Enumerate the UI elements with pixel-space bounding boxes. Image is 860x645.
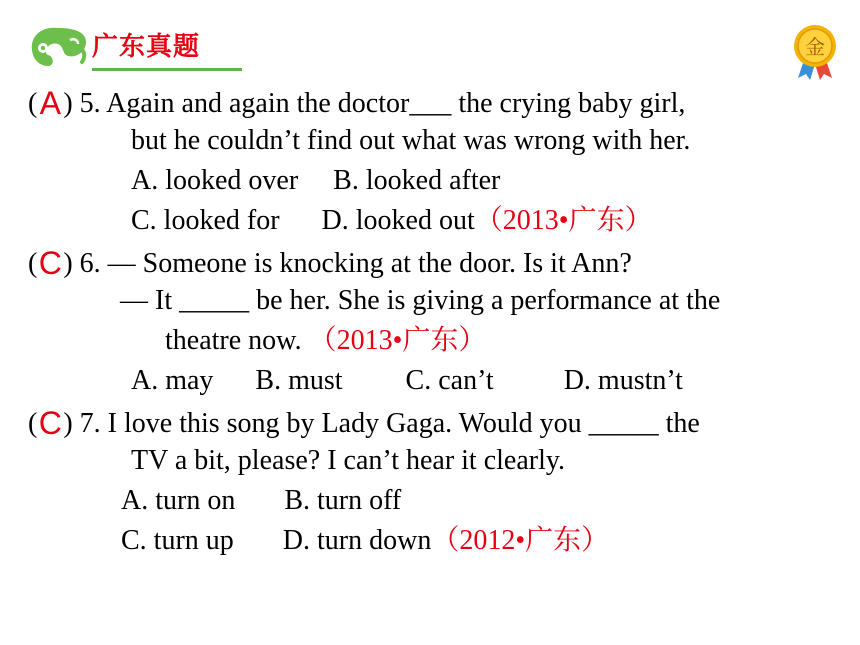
question-7-line-2: TV a bit, please? I can’t hear it clearly. [131, 445, 566, 476]
question-7-line-1: (C) 7. I love this song by Lady Gaga. Would you _____ the [28, 405, 700, 441]
question-6-line-2: — It _____ be her. She is giving a performance at the [120, 285, 721, 316]
question-7-source: （2012•广东） [431, 525, 610, 556]
question-5-options-2: C. looked for D. looked out（2013•广东） [131, 205, 653, 236]
gold-medal-icon [790, 22, 840, 80]
question-6-line-1: (C) 6. — Someone is knocking at the door. Is it Ann? [28, 245, 632, 281]
badge-text: 金 [805, 35, 825, 59]
section-title: 广东真题 [92, 32, 201, 62]
green-elephant-logo-icon [28, 22, 90, 70]
question-5-source: （2013•广东） [474, 205, 653, 236]
answer-7: C [38, 405, 62, 441]
question-5-line-2: but he couldn’t find out what was wrong with her. [131, 125, 691, 156]
question-5-line-1: (A) 5. Again and again the doctor___ the crying baby girl, [28, 85, 686, 121]
question-6-line-3: theatre now. （2013•广东） [165, 325, 487, 356]
answer-6: C [38, 245, 62, 281]
answer-5: A [39, 85, 61, 121]
question-6-options: A. may B. must C. can’t D. mustn’t [131, 365, 683, 396]
question-7-options-1: A. turn on B. turn off [121, 485, 402, 516]
title-underline [92, 68, 242, 71]
question-6-source: （2013•广东） [308, 325, 487, 356]
question-5-options-1: A. looked over B. looked after [131, 165, 501, 196]
question-7-options-2: C. turn up D. turn down（2012•广东） [121, 525, 610, 556]
